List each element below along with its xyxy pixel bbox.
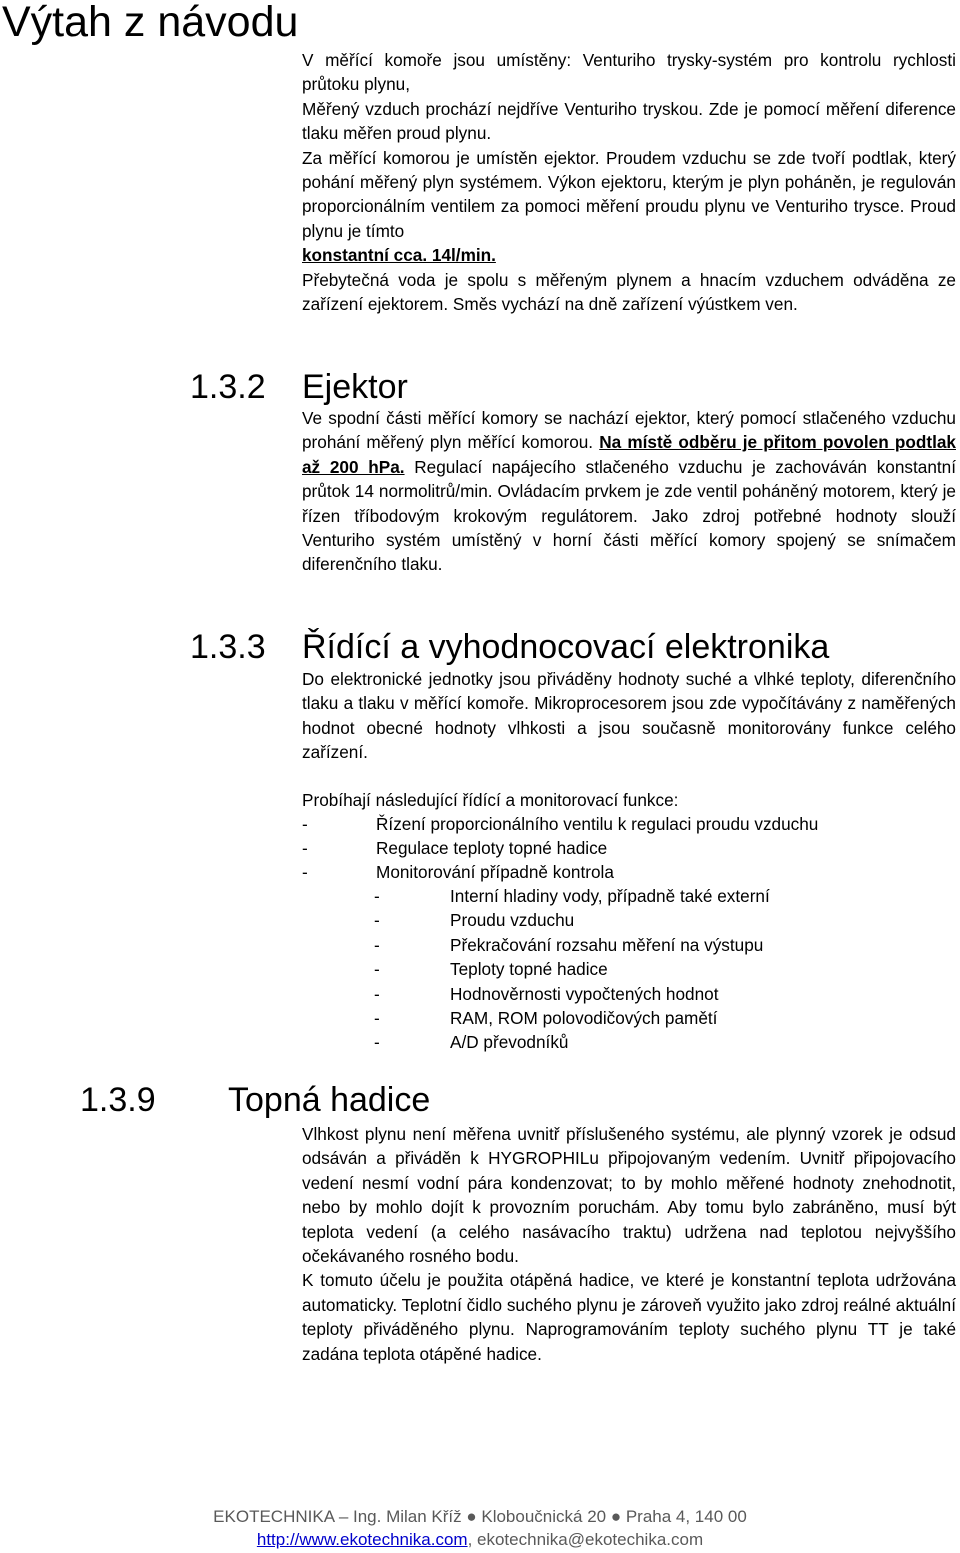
list-item: Překračování rozsahu měření na výstupu xyxy=(450,934,764,955)
section-number: 1.3.2 xyxy=(190,368,266,406)
list-dash: - xyxy=(374,886,380,906)
ejektor-text-a: Ve spodní části měřící komory se nachází ejektor, který pomocí stlačeného vzduchu prohání měřený plyn měřící komorou. xyxy=(302,408,956,453)
list-dash: - xyxy=(374,1008,380,1028)
intro-flow-rate: konstantní cca. 14l/min. xyxy=(302,245,496,266)
section-number: 1.3.3 xyxy=(190,628,266,666)
footer-email: , ekotechnika@ekotechika.com xyxy=(467,1530,704,1549)
list-dash: - xyxy=(374,959,380,980)
document-title: Výtah z návodu xyxy=(2,0,299,46)
section-heading-electronics xyxy=(0,627,960,667)
intro-line-5: Přebytečná voda je spolu s měřeným plynem a hnacím vzduchem odváděna ze zařízení ejektorem. Směs vychází na dně zařízení výústkem ven. xyxy=(302,269,956,315)
intro-line-1: V měřící komoře jsou umístěny: Venturiho trysky-systém pro kontrolu rychlosti průtoku plynu, xyxy=(302,50,956,95)
list-item: Regulace teploty topné hadice xyxy=(376,838,608,858)
section-heading-hose xyxy=(0,1080,960,1120)
section-title: Řídící a vyhodnocovací elektronika xyxy=(302,628,830,666)
footer-website-link[interactable]: http://www.ekotechnika.com xyxy=(256,1530,468,1549)
hose-paragraph-2: K tomuto účelu je použita otápěná hadice, ve které je konstantní teplota udržována automaticky. Teplotní čidlo suchého plynu je zároveň využito jako zdroj reálné aktuální teploty přiváděného plynu. Naprogramováním teploty suchého plynu TT je také zadána teplota otápěné hadice. xyxy=(302,1270,956,1364)
list-item: A/D převodníků xyxy=(450,1032,569,1053)
intro-line-2: Měřený vzduch prochází nejdříve Venturiho tryskou. Zde je pomocí měření diference tlaku měřen proud plynu. xyxy=(302,98,956,144)
intro-text xyxy=(302,48,956,316)
section-heading-ejektor xyxy=(0,367,960,407)
hose-paragraph-1: Vlhkost plynu není měřena uvnitř příslušeného systému, ale plynný vzorek je odsud odsáván a přiváděn k HYGROPHILu připojovaným vedením. Uvnitř připojovacího vedení nesmí vodní pára kondenzovat; to by mohlo měřené hodnoty znehodnotit, nebo by mohlo dojít k provozním poruchám. Aby tomu bylo zabráněno, musí být teplota vedení (a celého nasávacího traktu) udržena nad teplotou nejvyššího očekávaného rosného bodu. xyxy=(302,1124,956,1267)
list-item: Interní hladiny vody, případně také externí xyxy=(450,886,770,906)
list-dash: - xyxy=(302,862,308,882)
list-dash: - xyxy=(374,910,380,931)
ejektor-text xyxy=(302,406,956,577)
list-dash: - xyxy=(302,814,308,834)
footer-contact xyxy=(0,1528,960,1552)
list-item: Teploty topné hadice xyxy=(450,959,608,980)
list-dash: - xyxy=(302,838,308,858)
list-dash: - xyxy=(374,983,380,1004)
functions-list xyxy=(302,812,956,886)
section-title: Ejektor xyxy=(302,368,408,406)
functions-heading: Probíhají následující řídící a monitorovací funkce: xyxy=(302,790,679,810)
intro-line-3: Za měřící komorou je umístěn ejektor. Proudem vzduchu se zde tvoří podtlak, který pohání měřený plyn systémem. Výkon ejektoru, kterým je plyn poháněn, je regulován proporcionálním ventilem za pomoci měření proudu plynu ve Venturiho trysce. Proud plynu je tímto xyxy=(302,147,956,241)
section-title: Topná hadice xyxy=(228,1081,431,1119)
hose-text xyxy=(302,1122,956,1366)
ejektor-text-c: Regulací napájecího stlačeného vzduchu je zachováván konstantní průtok 14 normolitrů/min. Ovládacím prvkem je zde ventil poháněný motorem, který je řízen tříbodovým krokovým regulátorem. Jako zdroj potřebné hodnoty slouží Venturiho systém umístěný v horní části měřící komory spojený se snímačem diferenčního tlaku. xyxy=(302,456,956,575)
list-dash: - xyxy=(374,1032,380,1053)
list-dash: - xyxy=(374,934,380,955)
list-item: Řízení proporcionálního ventilu k regulaci proudu vzduchu xyxy=(376,814,819,834)
electronics-text: Do elektronické jednotky jsou přiváděny hodnoty suché a vlhké teploty, diferenčního tlaku a tlaku v měřící komoře. Mikroprocesorem jsou zde vypočítávány z naměřených hodnot obecné hodnoty vlhkosti a jsou současně monitorovány funkce celého zařízení. xyxy=(302,669,956,763)
list-item: Monitorování případně kontrola xyxy=(376,862,614,882)
list-item: RAM, ROM polovodičových pamětí xyxy=(450,1008,718,1028)
sub-functions-list xyxy=(374,884,954,1054)
ejektor-pressure-note: Na místě odběru je přitom povolen podtlak až 200 hPa. xyxy=(302,432,956,477)
section-number: 1.3.9 xyxy=(80,1081,156,1119)
list-item: Proudu vzduchu xyxy=(450,910,575,931)
list-item: Hodnověrnosti vypočtených hodnot xyxy=(450,983,719,1004)
footer-address: EKOTECHNIKA – Ing. Milan Kříž ● Kloboučnická 20 ● Praha 4, 140 00 xyxy=(213,1507,747,1526)
